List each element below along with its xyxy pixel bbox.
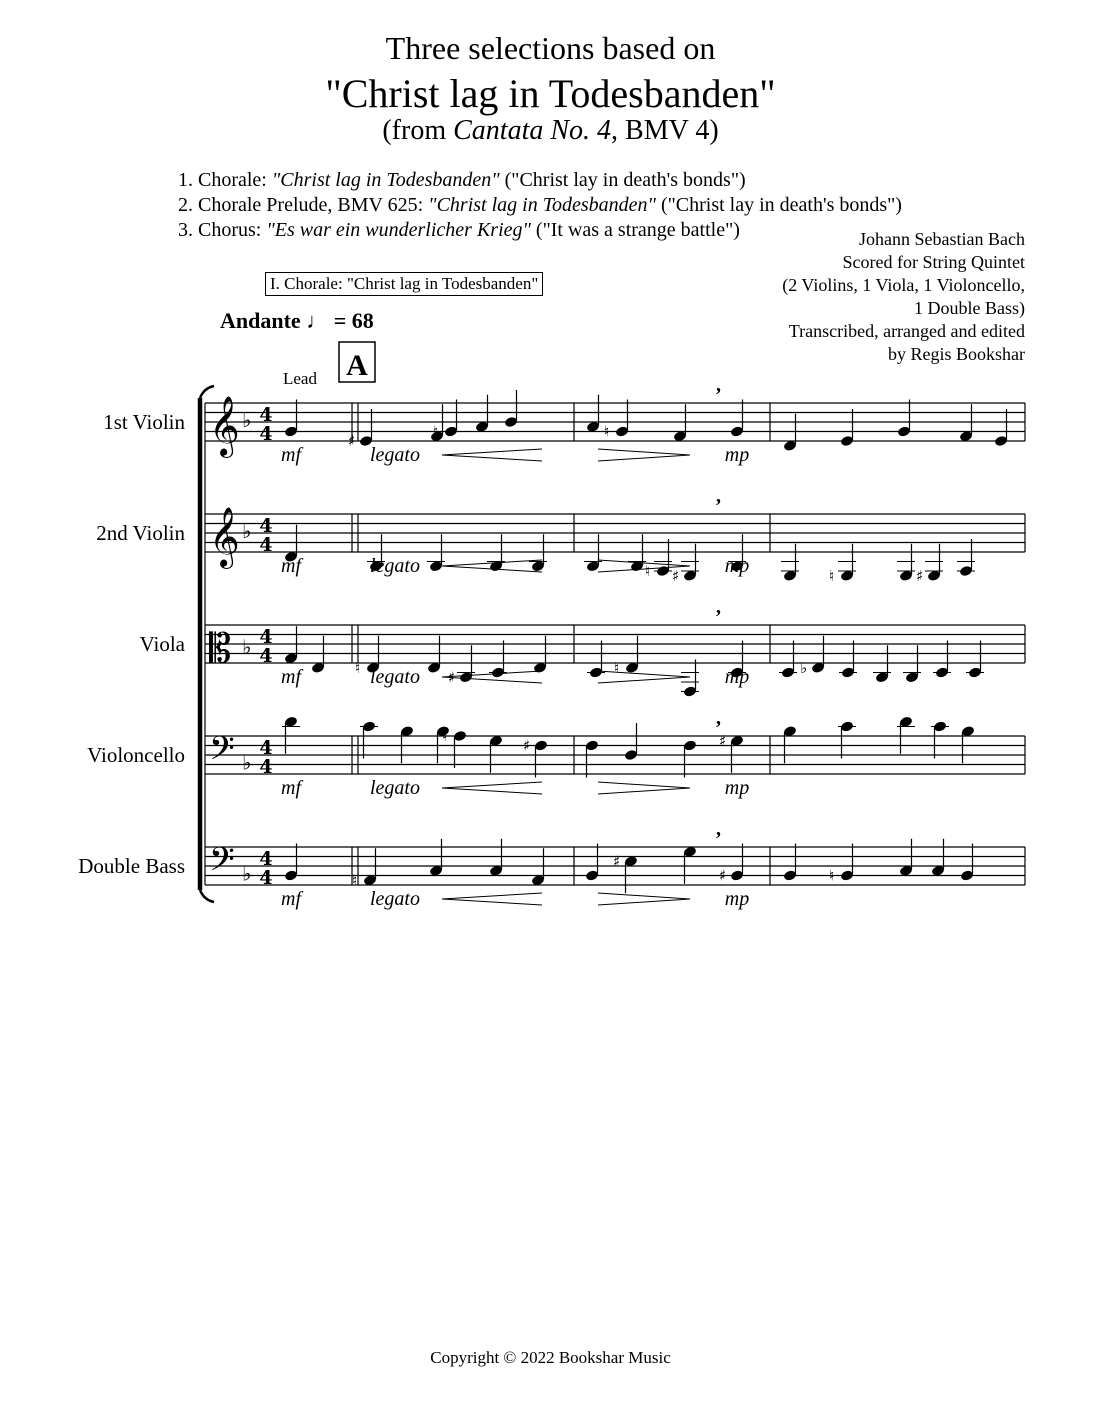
- decrescendo-hairpin: [598, 893, 690, 905]
- staff-0: [103, 374, 1025, 466]
- dynamic-legato: legato: [370, 888, 420, 910]
- decrescendo-hairpin: [598, 782, 690, 794]
- breath-mark-icon: ,: [716, 707, 721, 729]
- dynamic-mp: mp: [724, 888, 750, 910]
- instrument-name: Double Bass: [78, 854, 185, 878]
- time-signature-upper: 4: [259, 515, 273, 537]
- quarter-note-icon: ♩: [306, 308, 329, 333]
- crescendo-hairpin: [442, 782, 542, 794]
- sharp-icon: ♯: [448, 668, 456, 687]
- dynamic-mp: mp: [724, 444, 750, 466]
- time-signature-upper: 4: [259, 848, 273, 870]
- dynamic-mp: mp: [724, 555, 750, 577]
- lead-label: Lead: [283, 369, 317, 388]
- dynamic-mf: mf: [281, 666, 301, 688]
- sharp-icon: ♯: [523, 736, 531, 755]
- dynamic-mp: mp: [724, 777, 750, 799]
- staff-3: [87, 707, 1025, 799]
- sharp-icon: ♯: [672, 566, 680, 585]
- flat-icon: ♭: [800, 658, 808, 677]
- selection-item: 2. Chorale Prelude, BMV 625: "Christ lag in Todesbanden" ("Christ lay in death's bonds"): [178, 194, 902, 216]
- staff-2: [140, 596, 1025, 698]
- composer: Johann Sebastian Bach: [859, 229, 1025, 249]
- flat-icon: ♭: [242, 861, 252, 886]
- decrescendo-hairpin: [598, 671, 690, 683]
- copyright: Copyright © 2022 Bookshar Music: [430, 1348, 671, 1367]
- treble-clef-icon: 𝄞: [209, 396, 240, 456]
- sharp-icon: ♯: [719, 866, 727, 885]
- instrument-name: Violoncello: [87, 743, 185, 767]
- dynamic-legato: legato: [370, 777, 420, 799]
- flat-icon: ♭: [242, 519, 252, 543]
- scoring-detail: 1 Double Bass): [914, 298, 1025, 318]
- sharp-icon: ♯: [916, 566, 924, 585]
- breath-mark-icon: ,: [716, 485, 721, 507]
- decrescendo-hairpin: [598, 449, 690, 461]
- time-signature-lower: 4: [259, 645, 273, 667]
- natural-icon: ♮: [829, 566, 835, 585]
- natural-icon: ♮: [352, 871, 358, 890]
- main-title: "Christ lag in Todesbanden": [325, 71, 776, 116]
- natural-icon: ♮: [433, 422, 439, 441]
- breath-mark-icon: ,: [716, 374, 721, 396]
- dynamic-mf: mf: [281, 555, 301, 577]
- time-signature-upper: 4: [259, 404, 273, 426]
- sharp-icon: ♯: [348, 432, 356, 450]
- dynamic-mf: mf: [281, 777, 301, 799]
- alto-clef-icon: 𝄡: [209, 626, 232, 672]
- breath-mark-icon: ,: [716, 818, 721, 840]
- bracket-bottom: [200, 890, 214, 902]
- dynamic-legato: legato: [370, 555, 420, 577]
- time-signature-lower: 4: [259, 756, 273, 778]
- sharp-icon: ♯: [719, 731, 727, 750]
- natural-icon: ♮: [614, 658, 620, 677]
- scoring-detail: (2 Violins, 1 Viola, 1 Violoncello,: [782, 275, 1025, 295]
- natural-icon: ♮: [355, 658, 361, 677]
- scoring: Scored for String Quintet: [842, 252, 1025, 272]
- flat-icon: ♭: [242, 750, 252, 775]
- section-label: I. Chorale: "Christ lag in Todesbanden": [265, 272, 543, 296]
- time-signature-upper: 4: [259, 737, 273, 759]
- staff-4: [78, 818, 1025, 910]
- bass-clef-icon: 𝄢: [209, 841, 235, 887]
- dynamic-legato: legato: [370, 444, 420, 466]
- dynamic-mf: mf: [281, 888, 301, 910]
- selection-item: 3. Chorus: "Es war ein wunderlicher Krieg" ("It was a strange battle"): [178, 219, 740, 241]
- flat-icon: ♭: [242, 408, 252, 432]
- instrument-name: Viola: [139, 632, 185, 656]
- dynamic-mp: mp: [724, 666, 750, 688]
- natural-icon: ♮: [645, 562, 651, 580]
- crescendo-hairpin: [442, 893, 542, 905]
- tempo-marking: Andante ♩ = 68: [220, 308, 374, 333]
- natural-icon: ♮: [829, 866, 835, 885]
- selection-item: 1. Chorale: "Christ lag in Todesbanden" ("Christ lay in death's bonds"): [178, 169, 746, 191]
- instrument-name: 1st Violin: [103, 410, 185, 434]
- natural-icon: ♮: [442, 727, 448, 745]
- time-signature-lower: 4: [259, 534, 273, 556]
- time-signature-lower: 4: [259, 423, 273, 445]
- time-signature-upper: 4: [259, 626, 273, 648]
- arranger: by Regis Bookshar: [888, 344, 1025, 364]
- sharp-icon: ♯: [613, 852, 621, 871]
- dynamic-mf: mf: [281, 444, 301, 466]
- flat-icon: ♭: [242, 634, 252, 659]
- rehearsal-mark: A: [346, 349, 368, 382]
- staff-1: [96, 485, 1025, 585]
- subtitle: (from Cantata No. 4, BMV 4): [382, 115, 719, 146]
- bass-clef-icon: 𝄢: [209, 730, 235, 776]
- arranger: Transcribed, arranged and edited: [788, 321, 1025, 341]
- dynamic-legato: legato: [370, 666, 420, 688]
- natural-icon: ♮: [604, 422, 610, 441]
- title-line-1: Three selections based on: [385, 30, 716, 66]
- treble-clef-icon: 𝄞: [209, 507, 240, 567]
- time-signature-lower: 4: [259, 867, 273, 889]
- instrument-name: 2nd Violin: [96, 521, 185, 545]
- crescendo-hairpin: [442, 449, 542, 461]
- staves: [78, 374, 1025, 910]
- breath-mark-icon: ,: [716, 596, 721, 618]
